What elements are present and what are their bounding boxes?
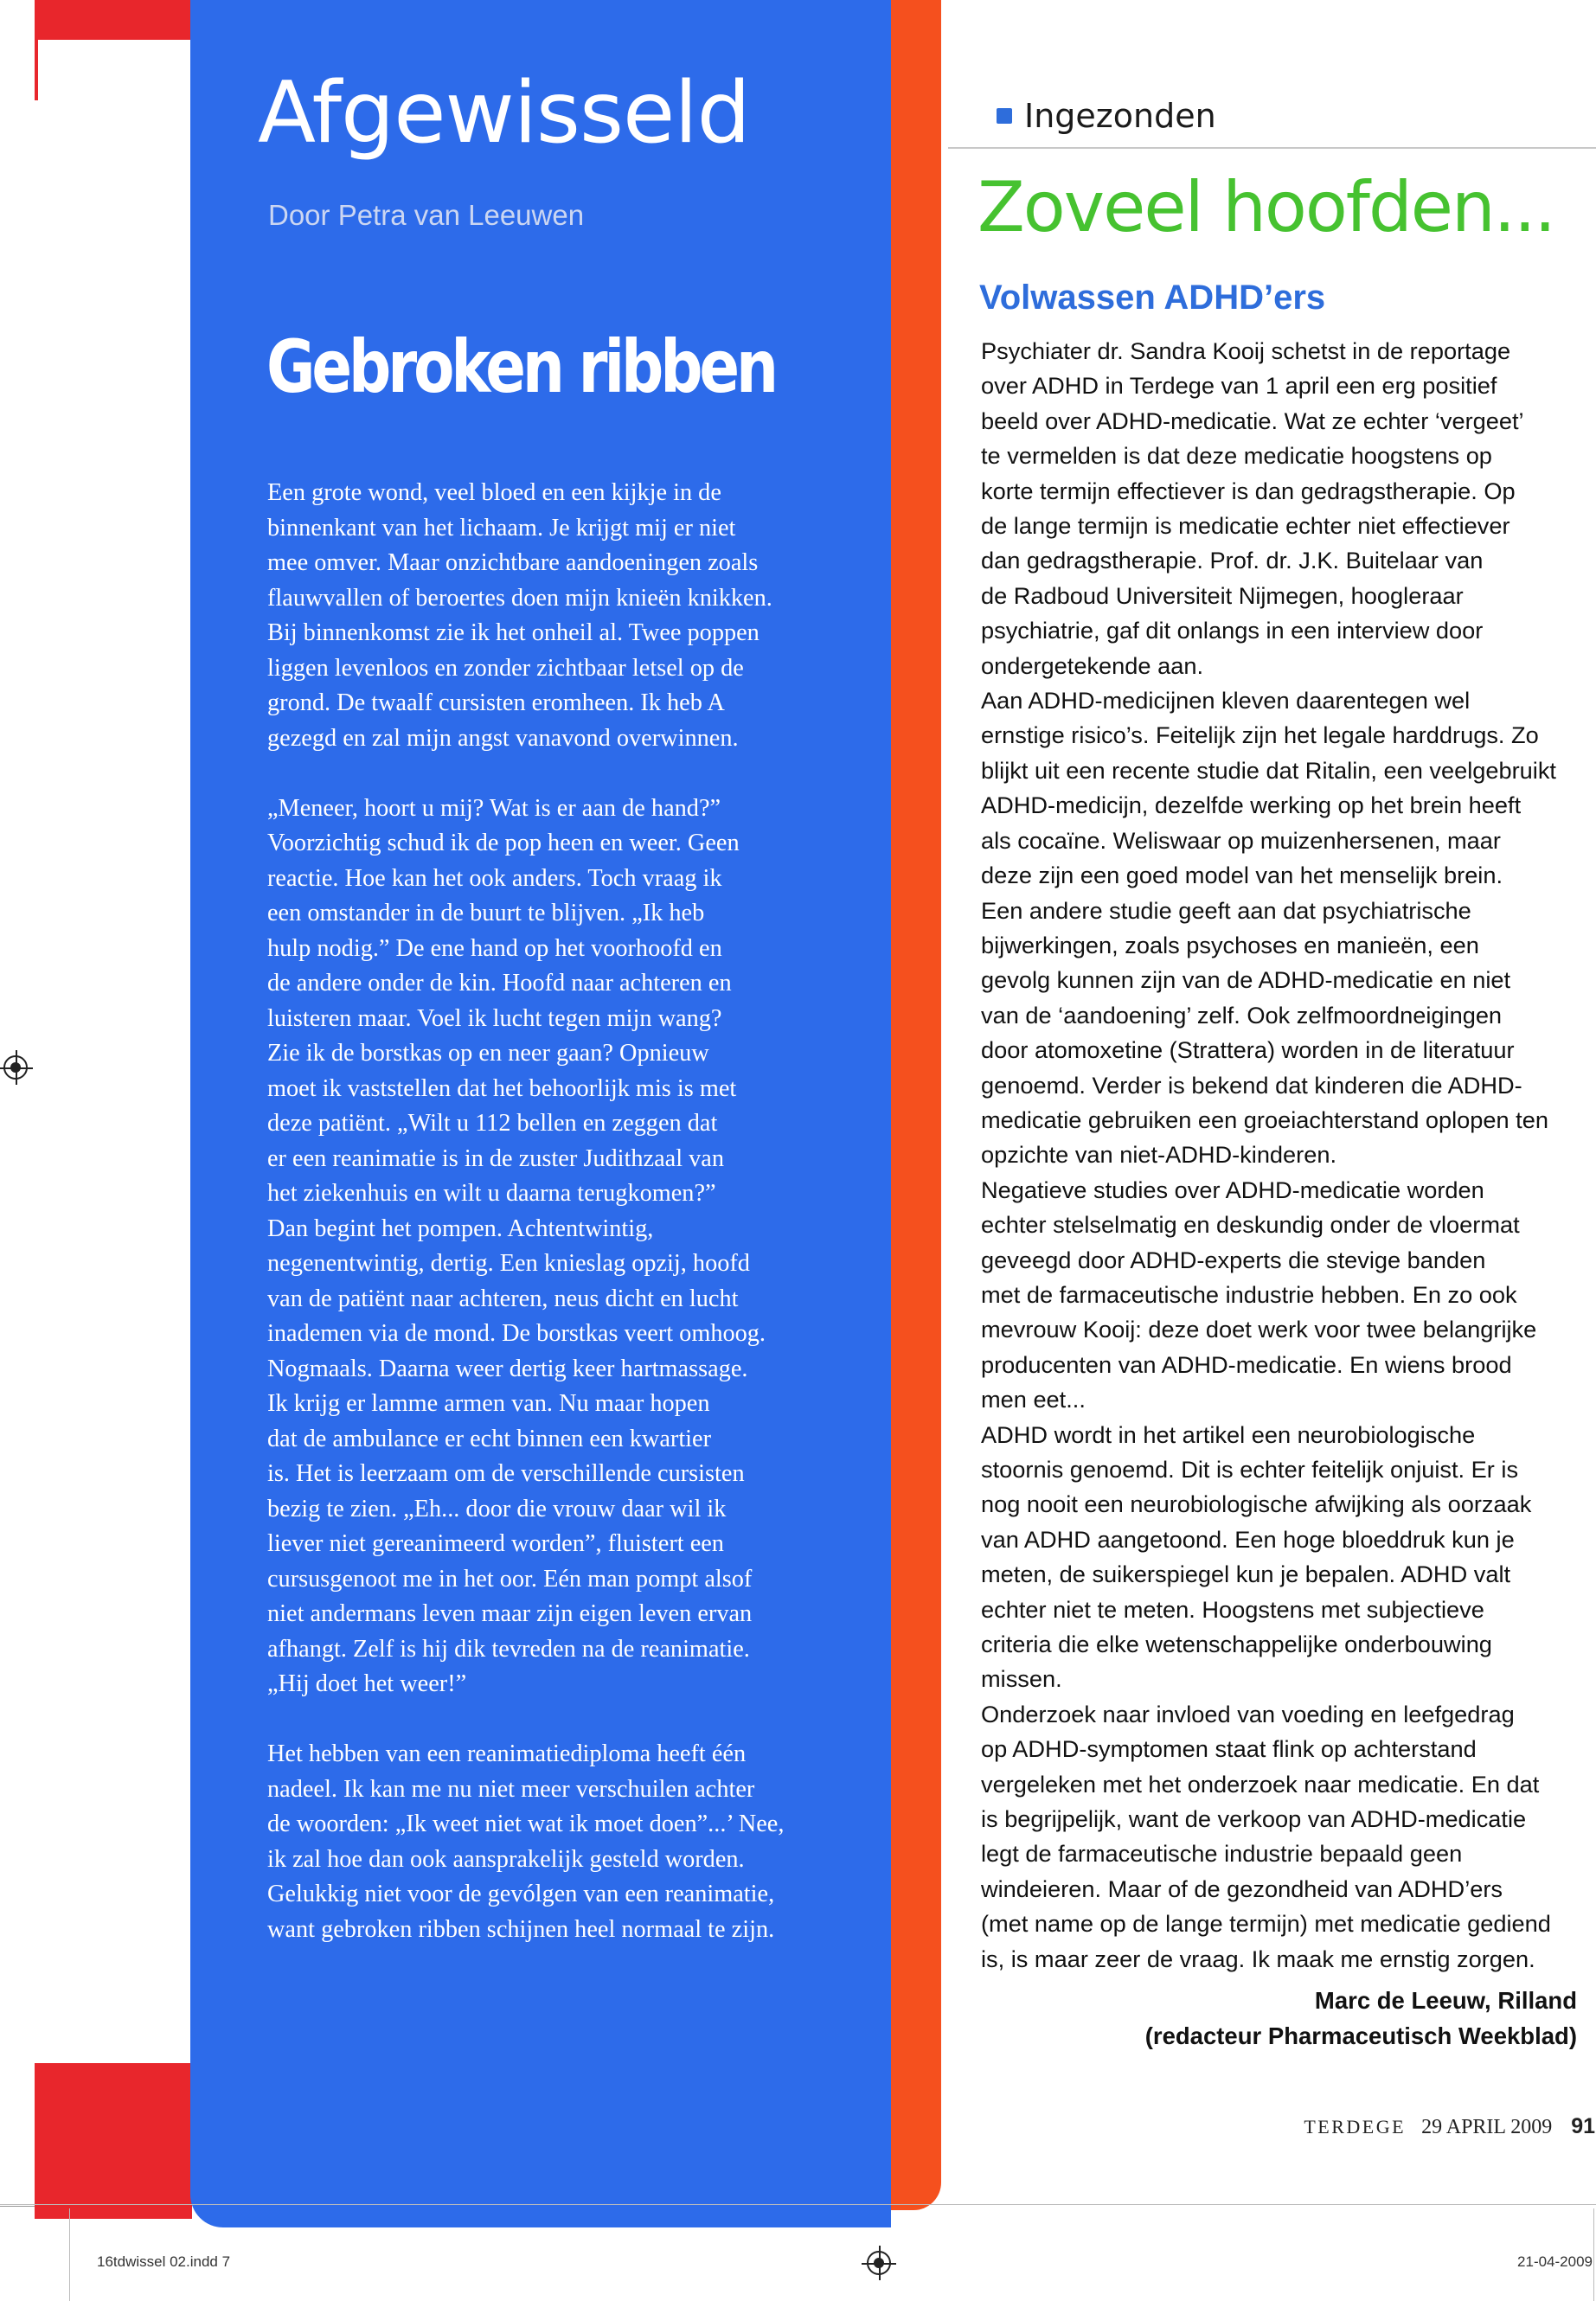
letter-body-line: genoemd. Verder is bekend dat kinderen die ADHD- (981, 1071, 1522, 1099)
letter-subtitle: Volwassen ADHD’ers (979, 279, 1326, 317)
letter-body-line: Aan ADHD-medicijnen kleven daarentegen wel (981, 687, 1471, 715)
letter-body-line: te vermelden is dat deze medicatie hoogstens op (981, 442, 1492, 470)
letter-body-line: opzichte van niet-ADHD-kinderen. (981, 1141, 1337, 1169)
letter-body-line: Negatieve studies over ADHD-medicatie worden (981, 1176, 1484, 1203)
section-label (997, 97, 1216, 135)
column-body-line: bezig te zien. „Eh... door die vrouw daar wil ik (267, 1495, 727, 1522)
letter-body-line: Een andere studie geeft aan dat psychiatrische (981, 896, 1471, 924)
registration-mark-icon (867, 2251, 891, 2275)
letter-body-line: stoornis genoemd. Dit is echter feitelijk onjuist. Er is (981, 1456, 1519, 1483)
column-body-line: gezegd en zal mijn angst vanavond overwinnen. (267, 724, 739, 752)
letter-body-line: gevolg kunnen zijn van de ADHD-medicatie en niet (981, 966, 1511, 994)
column-body-line: binnenkant van het lichaam. Je krijgt mij er niet (267, 514, 736, 542)
letter-body-line: van ADHD aangetoond. Een hoge bloeddruk kun je (981, 1525, 1515, 1553)
column-body-line: luisteren maar. Voel ik lucht tegen mijn wang? (267, 1004, 722, 1032)
column-body-line: de andere onder de kin. Hoofd naar achteren en (267, 970, 732, 997)
letter-body-line: Psychiater dr. Sandra Kooij schetst in de reportage (981, 337, 1511, 364)
column-body-line: niet andermans leven maar zijn eigen leven ervan (267, 1600, 753, 1627)
column-body-line: cursusgenoot me in het oor. Eén man pompt alsof (267, 1565, 753, 1593)
section-divider (948, 147, 1596, 149)
column-body-line: Gelukkig niet voor de gevólgen van een reanimatie, (267, 1881, 775, 1907)
column-body-paragraph (267, 476, 873, 756)
letter-body-line: ADHD-medicijn, dezelfde werking op het brein heeft (981, 792, 1522, 819)
letter-body-line: korte termijn effectiever is dan gedragstherapie. Op (981, 477, 1516, 504)
column-body-line: Voorzichtig schud ik de pop heen en weer. Geen (267, 830, 740, 856)
section-bullet-icon (997, 108, 1012, 124)
column-body-line: Een grote wond, veel bloed en een kijkje in de (267, 479, 721, 506)
letter-body-line: meten, de suikerspiegel kun je bepalen. ADHD valt (981, 1561, 1511, 1588)
column-body-line: want gebroken ribben schijnen heel normaal te zijn. (267, 1915, 775, 1943)
letter-body-paragraph (981, 683, 1586, 1173)
letter-body-line: als cocaïne. Weliswaar op muizenhersenen, maar (981, 826, 1501, 854)
letter-body-line: echter niet te meten. Hoogstens met subjectieve (981, 1595, 1484, 1623)
column-body-line: een omstander in de buurt te blijven. „Ik heb (267, 900, 705, 926)
letter-body-line: (met name op de lange termijn) met medicatie gediend (981, 1910, 1551, 1938)
column-body-line: van de patiënt naar achteren, neus dicht en lucht (267, 1285, 739, 1312)
column-body-paragraph (267, 792, 873, 1702)
footer-magazine: TERDEGE (1304, 2116, 1407, 2138)
column-body-line: negenentwintig, dertig. Een knieslag opzij, hoofd (267, 1250, 750, 1277)
column-body-line: er een reanimatie is in de zuster Judithzaal van (267, 1144, 724, 1172)
letter-body-line: ondergetekende aan. (981, 651, 1203, 679)
letter-body-line: blijkt uit een recente studie dat Ritalin, een veelgebruikt (981, 756, 1556, 784)
letter-body-line: bijwerkingen, zoals psychoses en manieën, een (981, 931, 1479, 958)
column-author: Door Petra van Leeuwen (268, 199, 585, 231)
section-label-text: Ingezonden (1024, 97, 1216, 135)
letter-body-paragraph (981, 1418, 1586, 1697)
letter-body-line: van de ‘aandoening’ zelf. Ook zelfmoordneigingen (981, 1001, 1503, 1029)
column-body-line: nadeel. Ik kan me nu niet meer verschuilen achter (267, 1775, 755, 1803)
column-body-paragraph (267, 1737, 873, 1947)
column-body-line: Bij binnenkomst zie ik het onheil al. Twee poppen (267, 619, 760, 646)
column-body-line: Zie ik de borstkas op en neer gaan? Opnieuw (267, 1040, 709, 1067)
letter-body-line: met de farmaceutische industrie hebben. En zo ook (981, 1280, 1517, 1308)
letter-body-line: beeld over ADHD-medicatie. Wat ze echter ‘vergeet’ (981, 407, 1524, 434)
page-number: 91 (1571, 2114, 1595, 2138)
letter-body-line: deze zijn een goed model van het menselijk brein. (981, 862, 1503, 889)
page-footer (1304, 2114, 1595, 2139)
signature-name: Marc de Leeuw, Rilland (1314, 1987, 1577, 2014)
letter-body-paragraph (981, 1697, 1586, 1977)
letter-body-line: geveegd door ADHD-experts die stevige banden (981, 1246, 1486, 1273)
letter-body (981, 334, 1586, 1977)
letter-body-line: de Radboud Universiteit Nijmegen, hoogleraar (981, 581, 1464, 609)
column-body-line: Dan begint het pompen. Achtentwintig, (267, 1215, 654, 1242)
letter-body-line: Onderzoek naar invloed van voeding en leefgedrag (981, 1700, 1515, 1727)
letter-body-line: mevrouw Kooij: deze doet werk voor twee belangrijke (981, 1316, 1537, 1343)
letter-body-line: ernstige risico’s. Feitelijk zijn het legale harddrugs. Zo (981, 721, 1539, 749)
column-body-line: liever niet gereanimeerd worden”, fluistert een (267, 1530, 724, 1557)
letter-body-line: echter stelselmatig en deskundig onder de vloermat (981, 1211, 1520, 1239)
trim-line (0, 2204, 1596, 2205)
letter-body-line: is begrijpelijk, want de verkoop van ADHD-medicatie (981, 1805, 1527, 1833)
column-title: Afgewisseld (258, 64, 750, 163)
letter-body-line: over ADHD in Terdege van 1 april een erg positief (981, 372, 1497, 400)
column-body (267, 476, 873, 1947)
column-body-line: reactie. Hoe kan het ook anders. Toch vraag ik (267, 864, 722, 892)
trim-mark-left (69, 2208, 70, 2301)
column-body-line: grond. De twaalf cursisten eromheen. Ik heb A (267, 689, 725, 716)
letter-title: Zoveel hoofden... (977, 167, 1554, 247)
print-slug-file: 16tdwissel 02.indd 7 (97, 2253, 231, 2270)
column-body-line: mee omver. Maar onzichtbare aandoeningen zoals (267, 549, 759, 576)
column-body-line: „Hij doet het weer!” (267, 1670, 467, 1697)
letter-body-line: missen. (981, 1665, 1062, 1693)
column-body-line: de woorden: „Ik weet niet wat ik moet doen”...’ Nee, (267, 1811, 785, 1837)
red-corner-accent-bottom (35, 2063, 192, 2219)
registration-mark-icon (3, 1055, 28, 1080)
letter-body-line: door atomoxetine (Strattera) worden in de literatuur (981, 1036, 1515, 1064)
letter-body-line: men eet... (981, 1386, 1086, 1413)
letter-body-line: criteria die elke wetenschappelijke onderbouwing (981, 1631, 1492, 1658)
column-body-line: afhangt. Zelf is hij dik tevreden na de reanimatie. (267, 1635, 750, 1663)
column-body-line: is. Het is leerzaam om de verschillende cursisten (267, 1460, 745, 1487)
letter-body-line: ADHD wordt in het artikel een neurobiologische (981, 1420, 1476, 1448)
column-body-line: Nogmaals. Daarna weer dertig keer hartmassage. (267, 1355, 748, 1382)
signature-role: (redacteur Pharmaceutisch Weekblad) (1144, 2022, 1577, 2049)
crop-mark (0, 2206, 35, 2207)
red-corner-accent-top (35, 0, 190, 40)
column-body-line: het ziekenhuis en wilt u daarna terugkomen?” (267, 1180, 716, 1207)
letter-body-paragraph (981, 334, 1586, 683)
letter-body-line: is, is maar zeer de vraag. Ik maak me ernstig zorgen. (981, 1945, 1535, 1972)
trim-mark-right (1593, 2208, 1594, 2301)
letter-body-line: de lange termijn is medicatie echter niet effectiever (981, 512, 1510, 540)
column-body-line: flauwvallen of beroertes doen mijn knieën knikken. (267, 584, 772, 612)
letter-body-line: op ADHD-symptomen staat flink op achterstand (981, 1735, 1477, 1763)
column-headline: Gebroken ribben (266, 324, 775, 409)
column-body-line: „Meneer, hoort u mij? Wat is er aan de hand?” (267, 794, 721, 822)
letter-body-line: psychiatrie, gaf dit onlangs in een interview door (981, 617, 1484, 644)
column-body-line: inademen via de mond. De borstkas veert omhoog. (267, 1320, 766, 1347)
column-body-line: Het hebben van een reanimatiediploma heeft één (267, 1740, 747, 1767)
letter-body-line: producenten van ADHD-medicatie. En wiens brood (981, 1350, 1512, 1378)
footer-date: 29 APRIL 2009 (1421, 2116, 1553, 2138)
letter-body-line: dan gedragstherapie. Prof. dr. J.K. Buitelaar van (981, 547, 1484, 574)
red-edge-accent (35, 40, 38, 100)
column-body-line: hulp nodig.” De ene hand op het voorhoofd en (267, 934, 722, 962)
letter-body-line: windeieren. Maar of de gezondheid van ADHD’ers (981, 1875, 1503, 1902)
column-body-line: deze patiënt. „Wilt u 112 bellen en zeggen dat (267, 1110, 718, 1137)
column-body-line: dat de ambulance er echt binnen een kwartier (267, 1425, 712, 1452)
orange-side-strip (889, 0, 941, 2210)
letter-body-paragraph (981, 1173, 1586, 1418)
letter-body-line: nog nooit een neurobiologische afwijking als oorzaak (981, 1490, 1532, 1518)
letter-body-line: vergeleken met het onderzoek naar medicatie. En dat (981, 1770, 1540, 1798)
column-body-line: ik zal hoe dan ook aansprakelijk gesteld worden. (267, 1845, 745, 1873)
letter-body-line: legt de farmaceutische industrie bepaald geen (981, 1840, 1463, 1868)
column-body-line: liggen levenloos en zonder zichtbaar letsel op de (267, 654, 744, 682)
letter-body-line: medicatie gebruiken een groeiachterstand oplopen ten (981, 1106, 1548, 1133)
column-body-line: moet ik vaststellen dat het behoorlijk mis is met (267, 1074, 737, 1102)
column-body-line: Ik krijg er lamme armen van. Nu maar hopen (267, 1390, 710, 1417)
letter-signature (1145, 1983, 1577, 2054)
print-slug-date: 21-04-2009 (1517, 2253, 1593, 2270)
